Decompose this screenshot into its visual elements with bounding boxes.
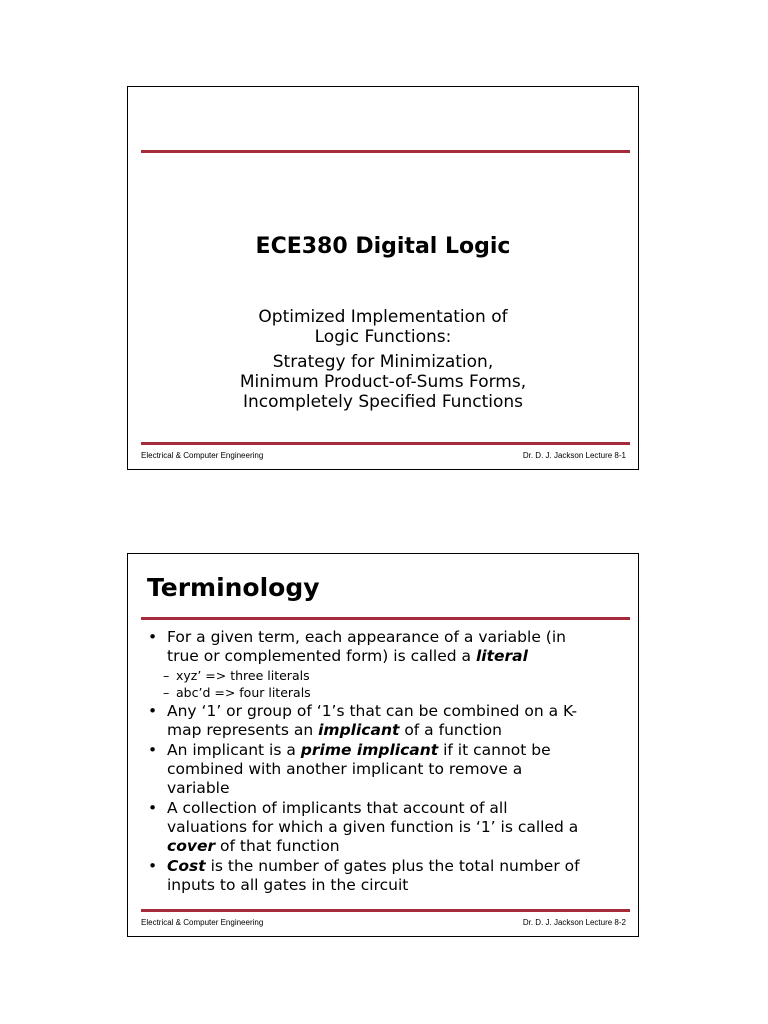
bullet-list — [143, 628, 628, 896]
sub-item-text: xyz’ => three literals — [176, 668, 310, 683]
slide-subtitle — [128, 307, 638, 412]
footer-rule — [141, 442, 630, 445]
subtitle-line: Strategy for Minimization, — [272, 352, 494, 372]
dash-marker: – — [163, 668, 170, 683]
sub-item-text: abc’d => four literals — [176, 685, 311, 700]
bullet-text — [167, 837, 628, 856]
bullet-marker: • — [148, 702, 158, 720]
bullet-text-segment: map represents an — [167, 721, 319, 739]
footer-rule — [141, 909, 630, 912]
bullet-text: For a given term, each appearance of a variable (in — [167, 628, 566, 646]
terminology-slide — [127, 553, 639, 937]
bullet-text-segment: true or complemented form) is called a — [167, 647, 476, 665]
title-slide — [127, 86, 639, 470]
subtitle-line: Minimum Product-of-Sums Forms, — [239, 372, 527, 392]
term-cover: cover — [167, 837, 216, 855]
slide-title: ECE380 Digital Logic — [255, 234, 511, 259]
bullet-item-cost — [143, 857, 628, 895]
bullet-text-segment: of a function — [399, 721, 502, 739]
bullet-marker: • — [148, 628, 158, 646]
bullet-text — [167, 647, 628, 666]
bullet-text: Any ‘1’ or group of ‘1’s that can be combined on a K- — [167, 702, 578, 720]
bullet-text-segment: is the number of gates plus the total number of — [205, 857, 580, 875]
subtitle-line: Incompletely Specified Functions — [242, 392, 524, 412]
bullet-text: combined with another implicant to remove a — [167, 760, 523, 778]
bullet-item-cover — [143, 799, 628, 856]
sub-item — [143, 684, 628, 701]
term-cost: Cost — [167, 857, 206, 875]
bullet-text — [167, 721, 628, 740]
bullet-text — [167, 741, 628, 760]
footer-lecture: Dr. D. J. Jackson Lecture 8-2 — [522, 918, 626, 927]
subtitle-line: Optimized Implementation of — [258, 307, 508, 327]
bullet-text-segment: if it cannot be — [438, 741, 551, 759]
term-prime-implicant: prime implicant — [300, 741, 439, 759]
footer-department: Electrical & Computer Engineering — [141, 918, 264, 927]
footer-department: Electrical & Computer Engineering — [141, 451, 264, 460]
header-rule — [141, 617, 630, 620]
bullet-marker: • — [148, 799, 158, 817]
term-literal: literal — [475, 647, 528, 665]
term-implicant: implicant — [318, 721, 400, 739]
dash-marker: – — [163, 685, 170, 700]
header-rule — [141, 150, 630, 153]
bullet-text: variable — [167, 779, 230, 797]
bullet-text-segment: of that function — [215, 837, 340, 855]
bullet-item-prime-implicant — [143, 741, 628, 798]
bullet-text: inputs to all gates in the circuit — [167, 876, 409, 894]
slide-title: Terminology — [147, 573, 320, 602]
bullet-item-implicant — [143, 702, 628, 740]
bullet-marker: • — [148, 857, 158, 875]
footer-lecture: Dr. D. J. Jackson Lecture 8-1 — [522, 451, 626, 460]
sub-item — [143, 667, 628, 684]
subtitle-line: Logic Functions: — [314, 327, 452, 347]
bullet-text: valuations for which a given function is ‘1’ is called a — [167, 818, 579, 836]
bullet-text-segment: An implicant is a — [167, 741, 301, 759]
bullet-marker: • — [148, 741, 158, 759]
bullet-text — [167, 857, 628, 876]
bullet-item-literal — [143, 628, 628, 666]
bullet-text: A collection of implicants that account of all — [167, 799, 508, 817]
